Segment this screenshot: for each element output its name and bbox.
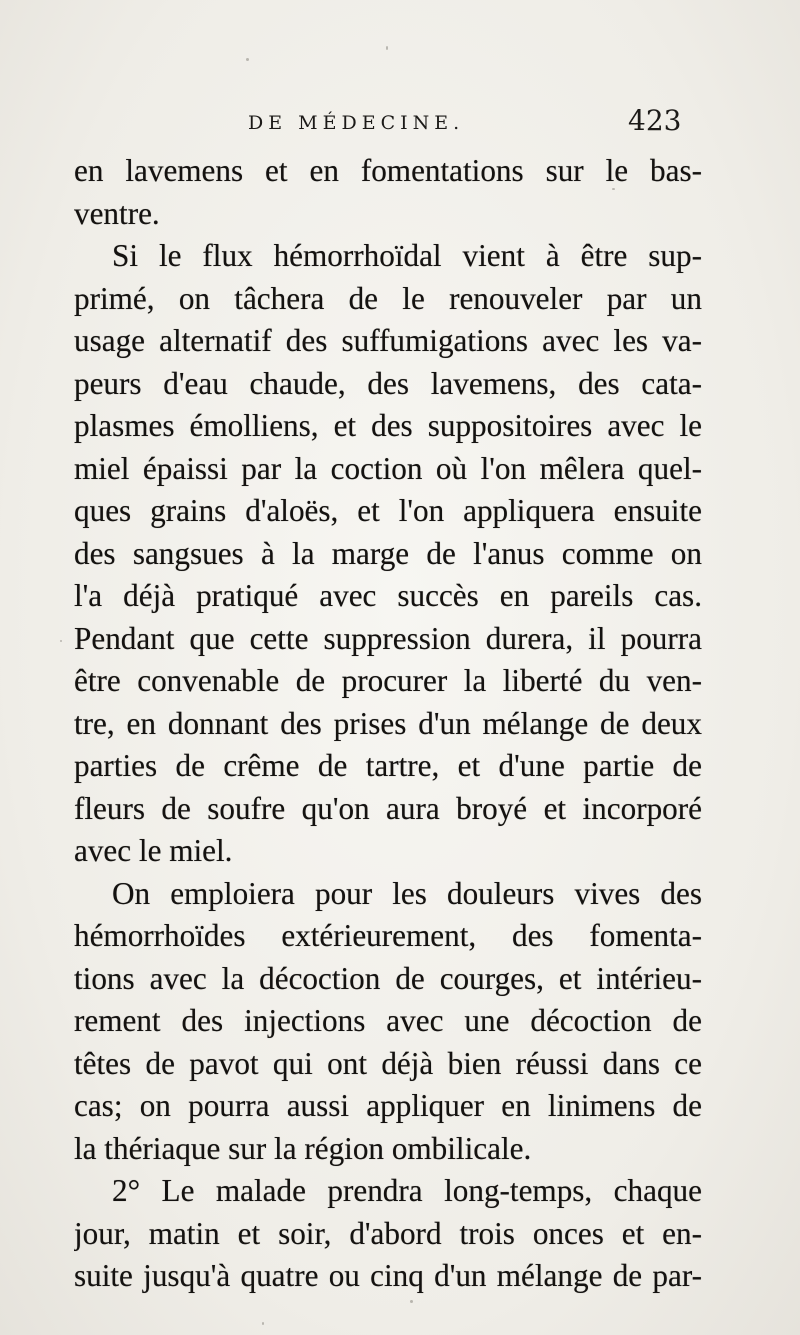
text-line: peurs d'eau chaude, des lavemens, des cata- [74,365,702,401]
text-line: jour, matin et soir, d'abord trois onces et en- [74,1215,702,1251]
text-line: hémorrhoïdes extérieurement, des fomenta- [74,918,702,953]
text-line: des sangsues à la marge de l'anus comme on [74,535,702,571]
text-line: têtes de pavot qui ont déjà bien réussi dans ce [74,1045,702,1081]
running-title: DE MÉDECINE. [248,112,465,134]
text-line: usage alternatif des suffumigations avec les va- [74,323,702,358]
text-line: Si le flux hémorrhoïdal vient à être sup- [112,238,702,273]
text-line: cas; on pourra aussi appliquer en linimens de [74,1088,702,1123]
text-line: ques grains d'aloës, et l'on appliquera ensuite [74,493,702,528]
page-header [0,104,800,144]
text-line: parties de crême de tartre, et d'une partie de [74,748,702,783]
text-line: ventre. [74,195,160,231]
text-line: fleurs de soufre qu'on aura broyé et incorporé [74,790,702,826]
text-line: On emploiera pour les douleurs vives des [112,875,702,911]
paper-speck [262,1322,264,1325]
text-line: tre, en donnant des prises d'un mélange de deux [74,705,702,741]
paper-speck [386,46,388,50]
text-line: l'a déjà pratiqué avec succès en pareils cas. [74,578,702,613]
text-line: tions avec la décoction de courges, et intérieu- [74,960,702,996]
text-line: suite jusqu'à quatre ou cinq d'un mélange de par- [74,1258,702,1293]
text-line: miel épaissi par la coction où l'on mêlera quel- [74,450,702,486]
text-line: 2° Le malade prendra long-temps, chaque [112,1173,702,1208]
page-number: 423 [628,104,682,137]
paper-speck [246,58,249,61]
text-line: plasmes émolliens, et des suppositoires avec le [74,408,702,443]
text-line: avec le miel. [74,833,233,868]
paper-speck [410,1300,413,1303]
text-line: la thériaque sur la région ombilicale. [74,1130,532,1166]
text-line: rement des injections avec une décoction de [74,1003,702,1038]
paper-speck [60,640,62,642]
body-text [74,150,702,1298]
text-line: en lavemens et en fomentations sur le bas- [74,153,702,188]
text-line: primé, on tâchera de le renouveler par un [74,280,702,316]
text-line: Pendant que cette suppression durera, il pourra [74,620,702,656]
text-line: être convenable de procurer la liberté du ven- [74,663,702,698]
